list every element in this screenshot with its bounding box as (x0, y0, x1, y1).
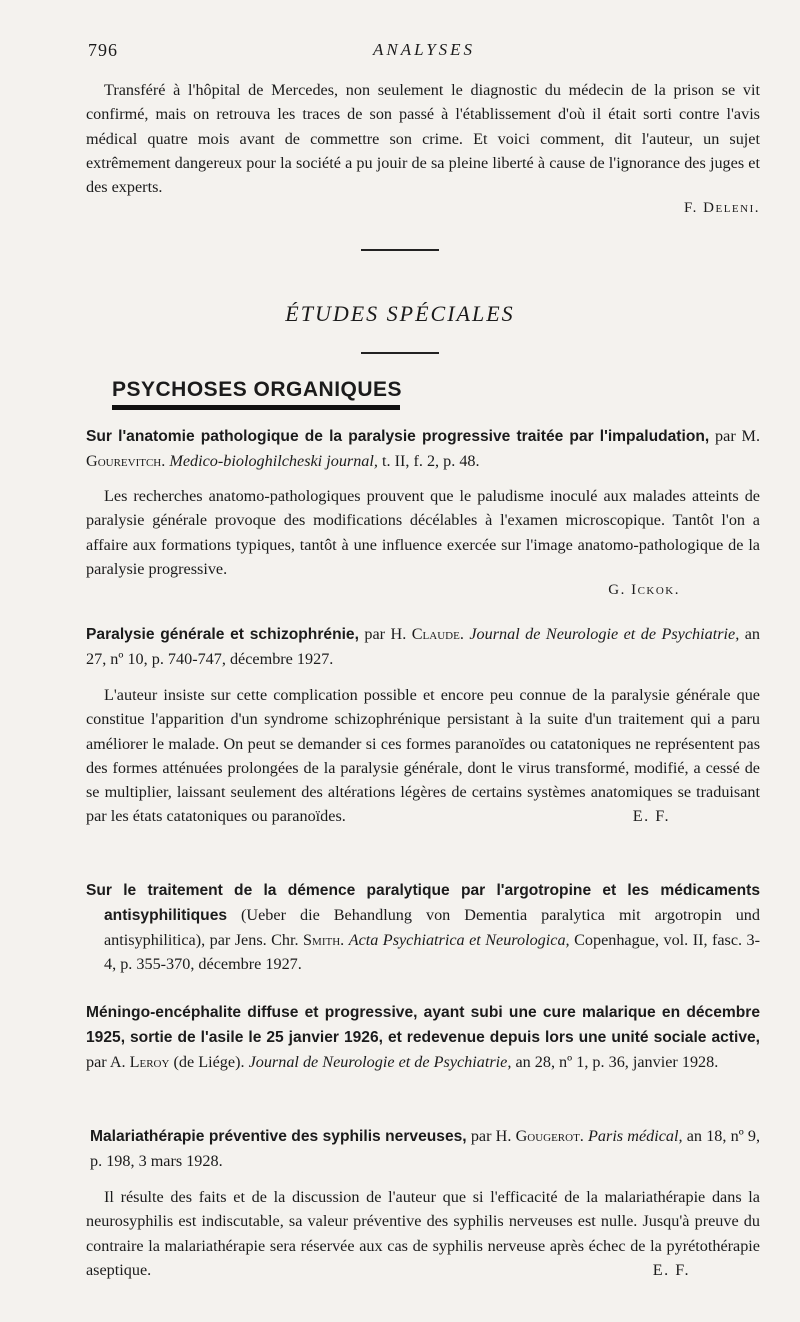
article-ref-par: par H. (470, 1127, 512, 1145)
article-title: Sur le traitement de la démence paralytique par l'argotropine et les médicaments antisyphilitiques (86, 882, 760, 924)
page-number: 796 (88, 40, 118, 60)
article-body: Les recherches anatomo-pathologiques prouvent que le paludisme inoculé aux malades atteints de paralysie générale provoque des modifications décélables à l'examen microscopique. Tantôt l'on a affaire aux formations typiques, tantôt à une influence exercée sur l'image anatomo-pathologique de la paralysie progressive. (86, 487, 760, 578)
article-heading (86, 424, 760, 473)
article-heading (86, 878, 760, 976)
divider-rule-bottom (361, 352, 439, 354)
divider-rule-top (361, 249, 439, 251)
intro-signature: F. Deleni. (684, 200, 760, 217)
article-1 (86, 424, 760, 599)
article-3 (86, 878, 760, 976)
article-title: Méningo-encéphalite diffuse et progressive, ayant subi une cure malarique en décembre 1925, sortie de l'asile le 25 janvier 1926, et redevenue depuis lors une unité sociale active, (86, 1004, 760, 1046)
running-header (88, 40, 760, 64)
article-author: Claude. (411, 625, 464, 643)
article-journal: Paris médical, (588, 1127, 683, 1145)
article-journal: Acta Psychiatrica et Neurologica, (348, 931, 570, 949)
category-underline (112, 405, 400, 410)
category-title: PSYCHOSES ORGANIQUES (112, 378, 403, 401)
article-author-note: (de Liége). (173, 1053, 245, 1071)
article-body-text: L'auteur insiste sur cette complication possible et encore peu connue de la paralysie générale que constitue l'apparition d'un syndrome schizophrénique persistant à la suite d'un traitement qui a paru améliorer le malade. On peut se demander si ces formes paranoïdes ou catatoniques ne représentent pas des formes atténuées prolongées de la paralysie générale, dont le virus transformé, modifié, a cessé de se multiplier, laissant seulement des altérations légères de certains systèmes anatomiques se traduisant par les états catatoniques ou paranoïdes. (86, 686, 760, 826)
intro-paragraph: Transféré à l'hôpital de Mercedes, non seulement le diagnostic du médecin de la prison se vit confirmé, mais on retrouva les traces de son passé à l'établissement d'où il était sorti contre l'avis médical quatre mois avant de commettre son crime. Et voici comment, dit l'auteur, un sujet extrêmement dangereux pour la société a pu jouir de sa pleine liberté à cause de l'ignorance des juges et des experts. (86, 81, 760, 197)
article-title: Malariathérapie préventive des syphilis nerveuses, (90, 1128, 467, 1145)
article-signature: E. F. (652, 1260, 690, 1279)
intro-paragraph-block (86, 78, 760, 217)
article-citation: an 18, nº 9, p. 198, 3 mars 1928. (90, 1127, 761, 1170)
article-5 (86, 1124, 760, 1282)
article-citation: Copenhague, vol. II, fasc. 3-4, p. 355-370, décembre 1927. (104, 931, 761, 973)
article-body (86, 683, 760, 829)
article-heading (86, 622, 760, 671)
article-heading (86, 1000, 760, 1074)
article-author: Leroy (129, 1053, 170, 1071)
article-ref-par: par M. (715, 427, 760, 445)
article-title: Paralysie générale et schizophrénie, (86, 626, 359, 643)
article-body (86, 1185, 760, 1282)
article-body-text: Il résulte des faits et de la discussion de l'auteur que si l'efficacité de la malariathérapie dans la neurosyphilis est indiscutable, sa valeur préventive des syphilis nerveuses est nulle. Jusqu'à preuve du contraire la malariathérapie sera réservée aux cas de syphilis nerveuse après échec de la pyrétothérapie aseptique. (86, 1188, 760, 1279)
article-journal: Journal de Neurologie et de Psychiatrie, (248, 1053, 512, 1071)
article-author: Smith. (303, 931, 345, 949)
article-author: Gougerot. (515, 1127, 584, 1145)
article-ref-par: par A. (86, 1053, 126, 1071)
section-title: ÉTUDES SPÉCIALES (285, 301, 515, 326)
article-ref-par: par Jens. Chr. (209, 931, 299, 949)
article-2 (86, 622, 760, 829)
running-title: ANALYSES (372, 40, 476, 59)
article-citation: an 28, nº 1, p. 36, janvier 1928. (515, 1053, 719, 1071)
article-author: Gourevitch. (86, 452, 166, 470)
article-signature: E. F. (632, 807, 670, 826)
article-journal: Medico-biologhilcheski journal, (169, 452, 378, 470)
article-journal: Journal de Neurologie et de Psychiatrie, (469, 625, 740, 643)
article-title: Sur l'anatomie pathologique de la paralysie progressive traitée par l'impaludation, (86, 428, 710, 445)
article-4 (86, 1000, 760, 1074)
article-original-title: (Ueber die Behandlung von Dementia paralytica mit argotropin und antisyphilitica), (104, 906, 760, 949)
article-citation: t. II, f. 2, p. 48. (382, 452, 480, 470)
article-citation: an 27, nº 10, p. 740-747, décembre 1927. (86, 625, 761, 668)
article-signature: G. Ickok. (608, 582, 680, 599)
article-heading (86, 1124, 760, 1173)
article-ref-par: par H. (364, 625, 407, 643)
